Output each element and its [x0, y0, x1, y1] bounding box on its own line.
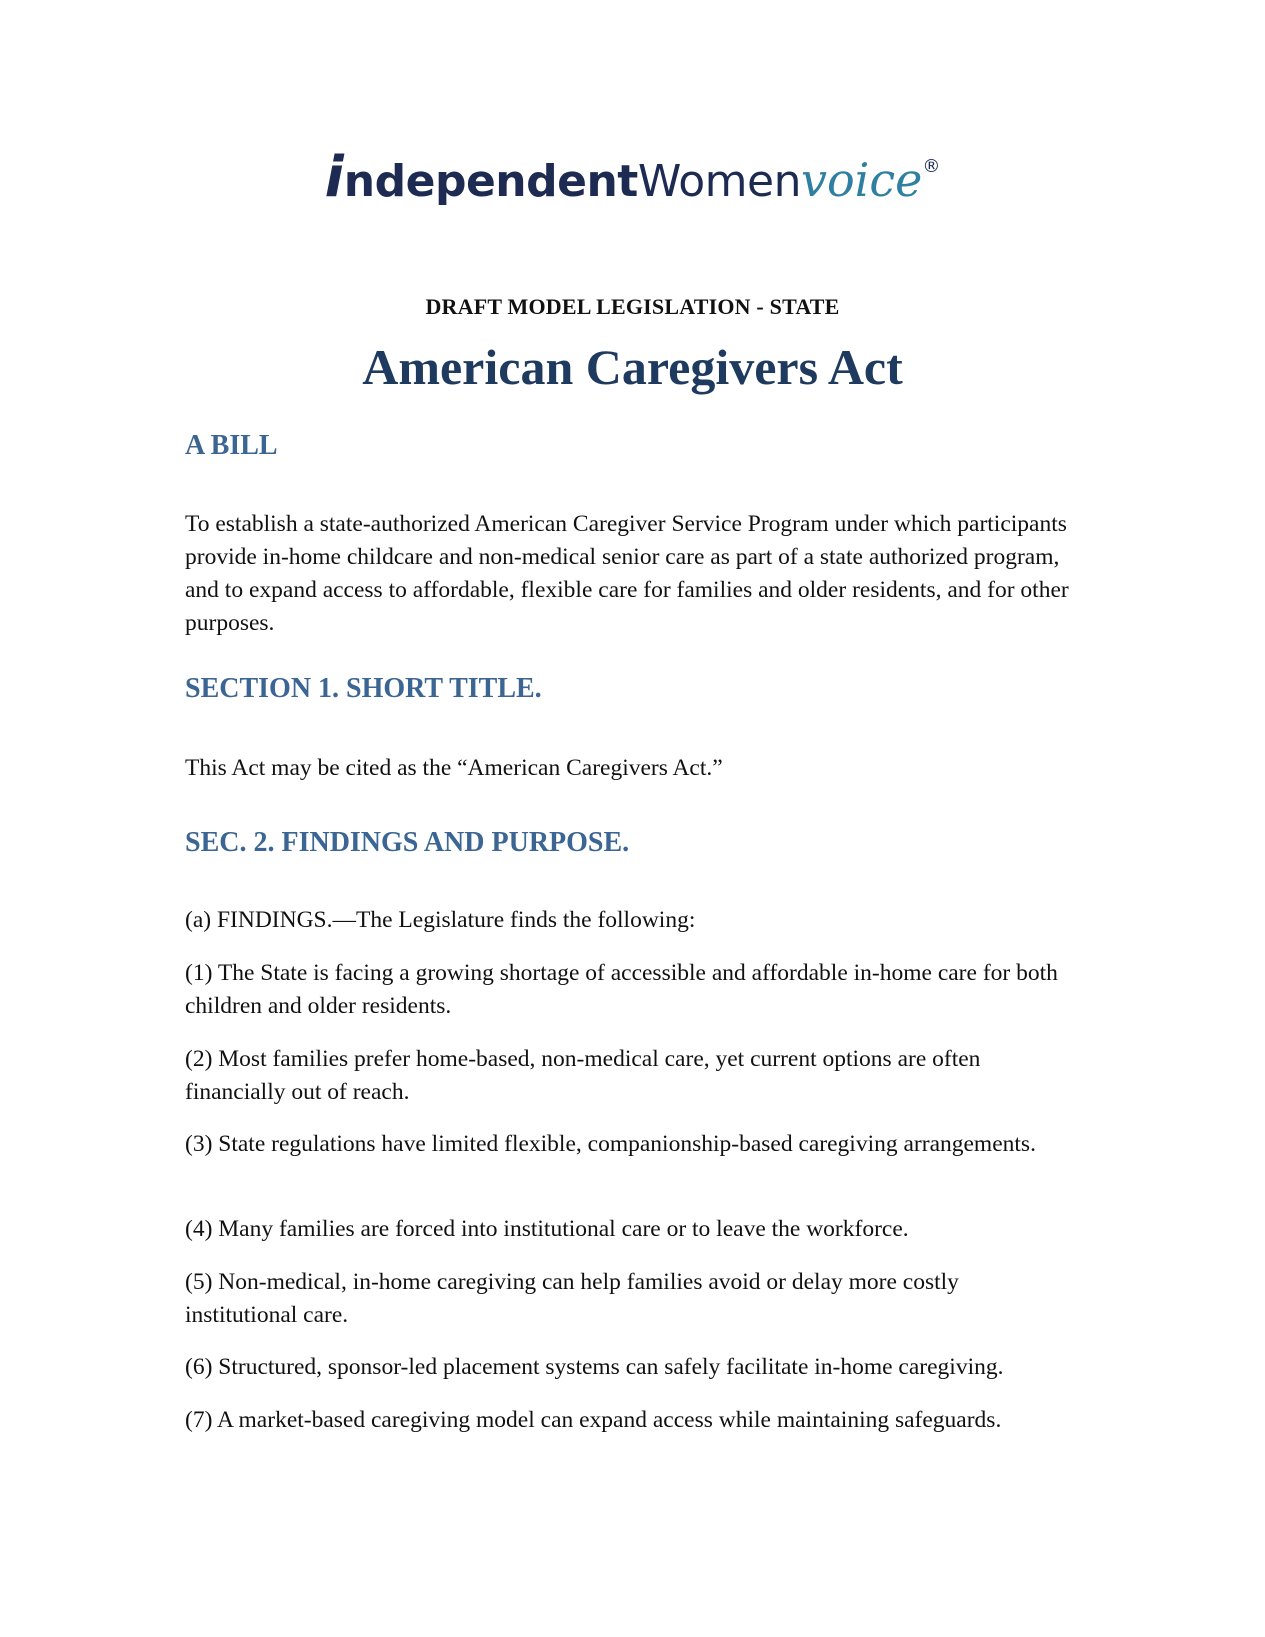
- section-2-heading: SEC. 2. FINDINGS AND PURPOSE.: [185, 827, 630, 858]
- logo-word-women: Women: [637, 156, 801, 207]
- finding-item: (6) Structured, sponsor-led placement systems can safely facilitate in-home caregiving.: [185, 1354, 1004, 1380]
- bill-description: To establish a state-authorized American Caregiver Service Program under which participants provide in-home childcare and non-medical senior care as part of a state authorized program, and to expand access to affordable, flexible care for families and older residents, and for other purposes.: [185, 511, 1069, 636]
- document-title: American Caregivers Act: [362, 339, 903, 395]
- finding-item: (2) Most families prefer home-based, non-medical care, yet current options are often financially out of reach.: [185, 1046, 981, 1105]
- section-1-text: This Act may be cited as the “American Caregivers Act.”: [185, 755, 723, 781]
- document-kicker: DRAFT MODEL LEGISLATION - STATE: [425, 294, 840, 319]
- finding-item: (4) Many families are forced into institutional care or to leave the workforce.: [185, 1216, 909, 1242]
- finding-item: (7) A market-based caregiving model can expand access while maintaining safeguards.: [185, 1407, 1002, 1433]
- independent-women-voice-logo: [0, 145, 1265, 210]
- finding-item: (3) State regulations have limited flexible, companionship-based caregiving arrangements.: [185, 1131, 1036, 1157]
- bill-heading: A BILL: [185, 430, 278, 461]
- registered-trademark-icon: ®: [922, 156, 941, 177]
- logo-word-independent: ndependent: [343, 156, 638, 207]
- finding-item: (5) Non-medical, in-home caregiving can help families avoid or delay more costly institutional care.: [185, 1269, 959, 1328]
- finding-item: (1) The State is facing a growing shortage of accessible and affordable in-home care for both children and older residents.: [185, 960, 1058, 1019]
- findings-intro: (a) FINDINGS.—The Legislature finds the following:: [185, 907, 696, 933]
- logo-word-voice: voice: [801, 153, 923, 207]
- section-1-heading: SECTION 1. SHORT TITLE.: [185, 673, 542, 704]
- logo-letter-i: i: [324, 145, 344, 210]
